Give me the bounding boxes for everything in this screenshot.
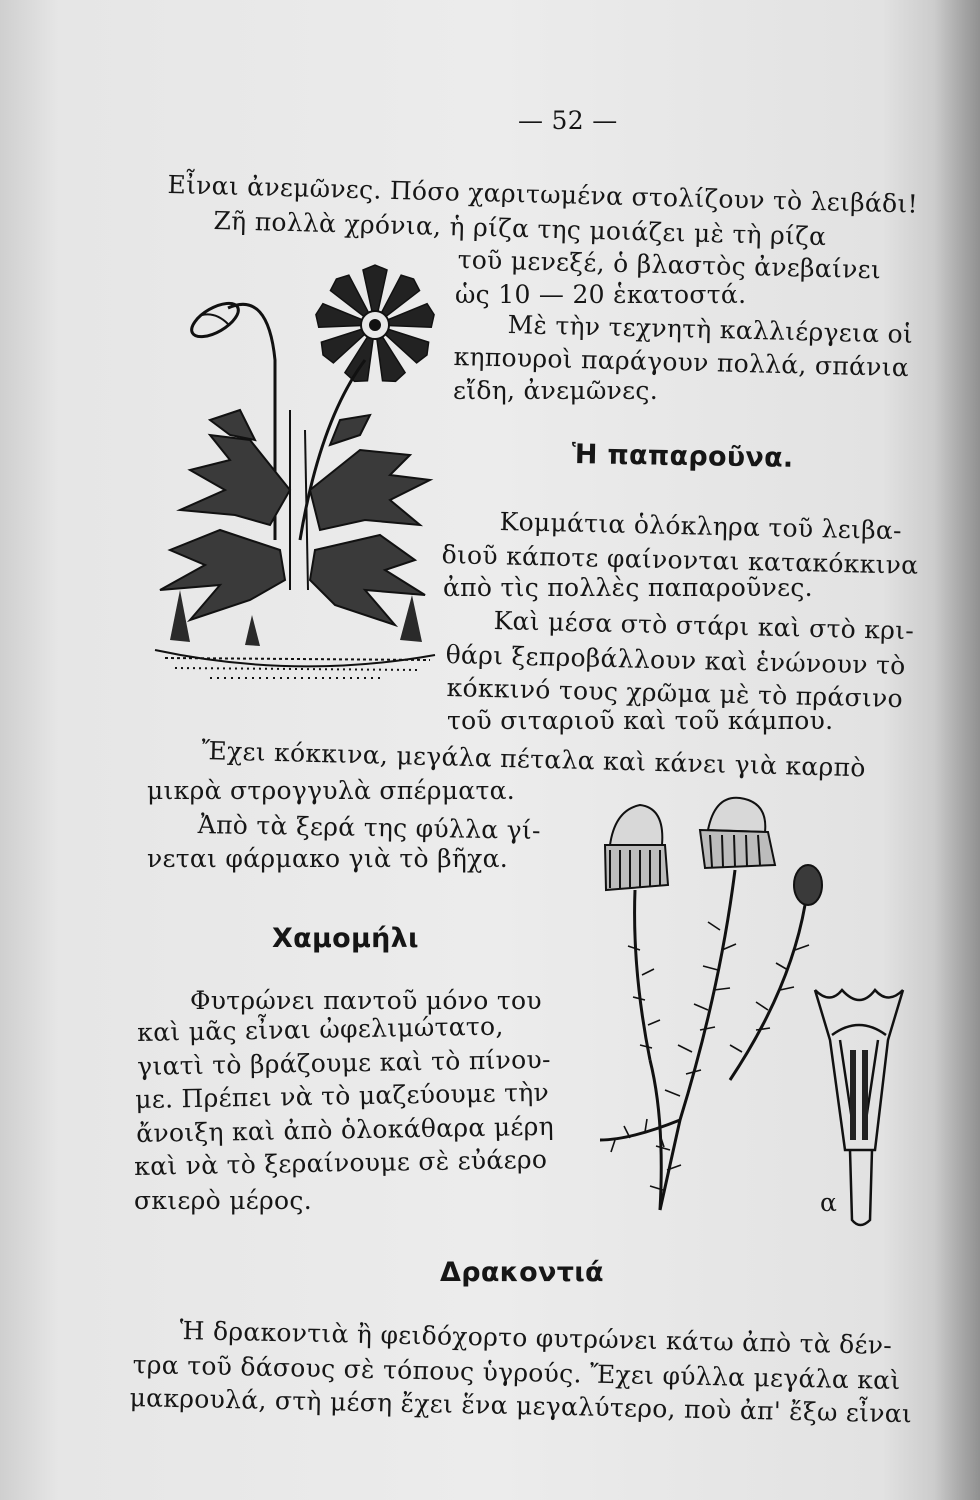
figure-label-a: α bbox=[820, 1188, 837, 1217]
poppy-line-1: Κομμάτια ὁλόκληρα τοῦ λειβα- bbox=[499, 507, 903, 546]
chamomile-line-3: γιατὶ τὸ βράζουμε καὶ τὸ πίνου- bbox=[137, 1044, 551, 1081]
chamomile-heading: Χαμομήλι bbox=[272, 923, 419, 954]
anemone-line-1: Εἶναι ἀνεμῶνες. Πόσο χαριτωμένα στολίζουν τὸ λειβάδι! bbox=[167, 170, 919, 219]
poppy-line-9: μικρὰ στρογγυλὰ σπέρματα. bbox=[147, 776, 516, 805]
dragon-heading: Δρακοντιά bbox=[440, 1257, 604, 1288]
chamomile-line-4: με. Πρέπει νὰ τὸ μαζεύουμε τὴν bbox=[135, 1077, 550, 1114]
chamomile-illustration bbox=[570, 790, 920, 1230]
dragon-line-2: τρα τοῦ δάσους σὲ τόπους ὑγρούς. Ἔχει φύλλα μεγάλα καὶ bbox=[132, 1350, 901, 1396]
poppy-line-8: Ἔχει κόκκινα, μεγάλα πέταλα καὶ κάνει γιὰ καρπὸ bbox=[201, 736, 867, 783]
poppy-line-4: Καὶ μέσα στὸ στάρι καὶ στὸ κρι- bbox=[493, 606, 915, 646]
anemone-illustration bbox=[150, 260, 440, 710]
anemone-line-2: Ζῆ πολλὰ χρόνια, ἡ ρίζα της μοιάζει μὲ τὴ ρίζα bbox=[213, 206, 827, 252]
poppy-line-11: νεται φάρμακο γιὰ τὸ βῆχα. bbox=[147, 844, 509, 873]
poppy-line-7: τοῦ σιταριοῦ καὶ τοῦ κάμπου. bbox=[447, 706, 834, 735]
anemone-line-3: τοῦ μενεξέ, ὁ βλαστὸς ἀνεβαίνει bbox=[457, 245, 882, 285]
chamomile-line-2: καὶ μᾶς εἶναι ὠφελιμώτατο, bbox=[137, 1011, 504, 1047]
page-number: — 52 — bbox=[518, 106, 618, 135]
anemone-line-5: Μὲ τὴν τεχνητὴ καλλιέργεια οἱ bbox=[507, 310, 914, 349]
chamomile-line-1: Φυτρώνει παντοῦ μόνο του bbox=[190, 986, 542, 1015]
poppy-line-3: ἀπὸ τὶς πολλὲς παπαροῦνες. bbox=[443, 573, 813, 602]
anemone-line-6: κηπουροὶ παράγουν πολλά, σπάνια bbox=[453, 342, 910, 383]
poppy-line-5: θάρι ξεπροβάλλουν καὶ ἑνώνουν τὸ bbox=[445, 640, 906, 681]
poppy-line-10: Ἀπὸ τὰ ξερά της φύλλα γί- bbox=[197, 810, 542, 845]
poppy-line-6: κόκκινό τους χρῶμα μὲ τὸ πράσινο bbox=[446, 673, 904, 714]
poppy-heading: Ἡ παπαροῦνα. bbox=[571, 439, 794, 474]
anemone-line-7: εἴδη, ἀνεμῶνες. bbox=[453, 376, 658, 405]
dragon-line-3: μακρουλά, στὴ μέση ἔχει ἕνα μεγαλύτερο, ποὺ ἀπ' ἔξω εἶναι bbox=[129, 1383, 913, 1429]
dragon-line-1: Ἡ δρακοντιὰ ἢ φειδόχορτο φυτρώνει κάτω ἀπὸ τὰ δέν- bbox=[179, 1316, 893, 1360]
chamomile-line-6: καὶ νὰ τὸ ξεραίνουμε σὲ εὐάερο bbox=[134, 1144, 548, 1181]
chamomile-line-7: σκιερὸ μέρος. bbox=[134, 1186, 312, 1215]
anemone-line-4: ὡς 10 — 20 ἑκατοστά. bbox=[455, 280, 747, 309]
poppy-line-2: διοῦ κάποτε φαίνονται κατακόκκινα bbox=[441, 540, 919, 580]
chamomile-line-5: ἄνοιξη καὶ ἀπὸ ὁλοκάθαρα μέρη bbox=[136, 1111, 555, 1148]
